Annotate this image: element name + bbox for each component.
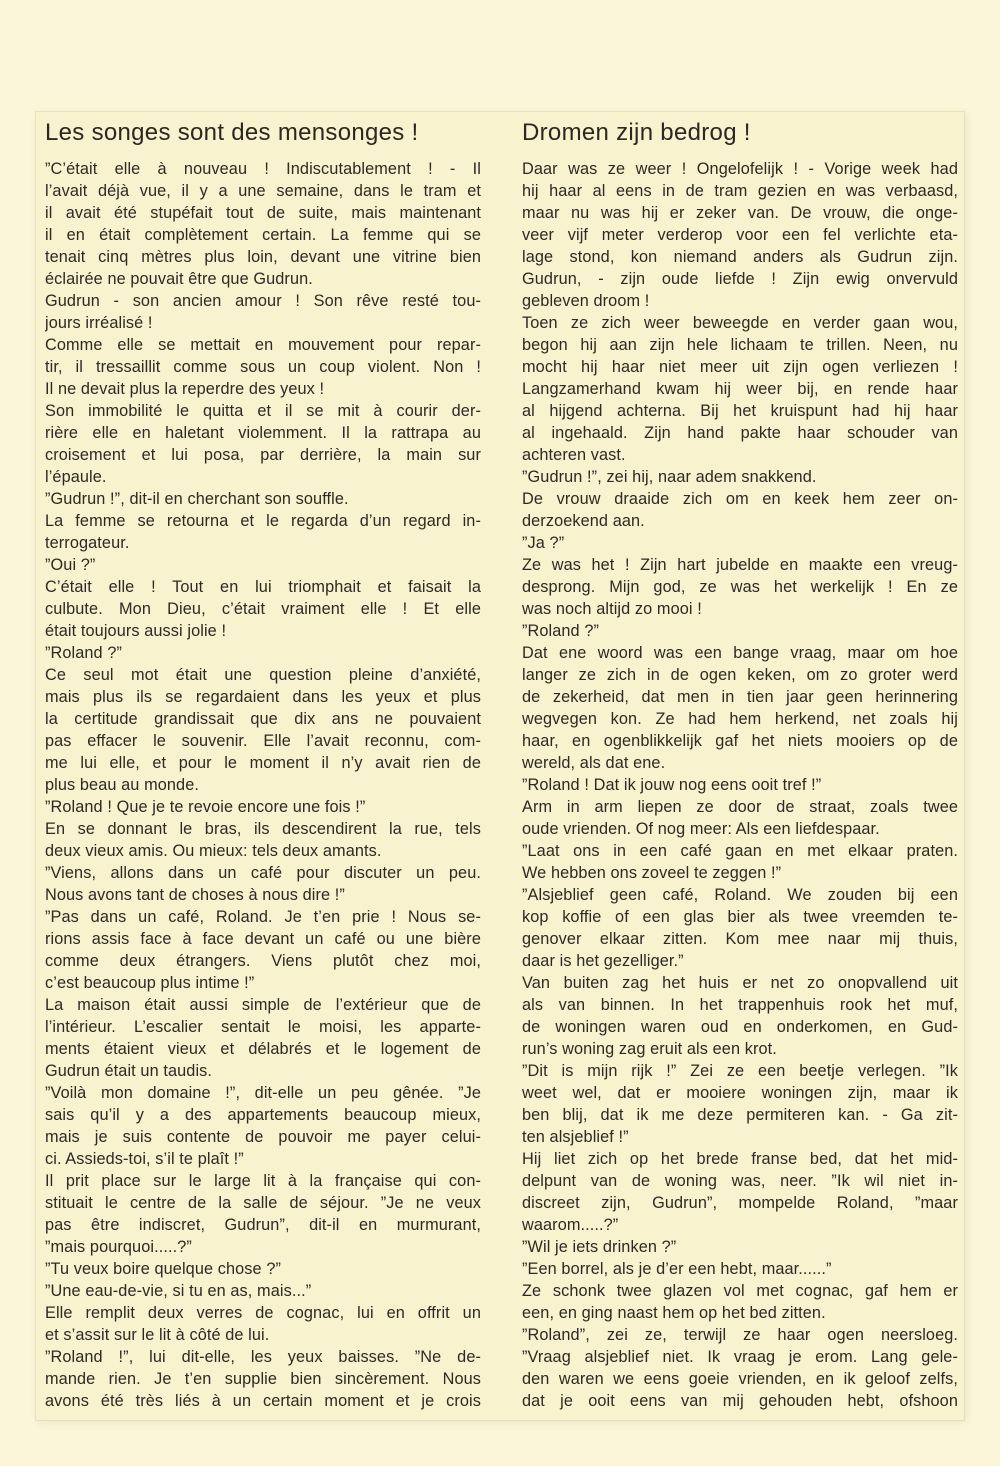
text-line: maar nu was hij er zeker van. De vrouw, die onge- xyxy=(522,204,958,222)
text-line: ”Une eau-de-vie, si tu en as, mais...” xyxy=(45,1282,312,1300)
text-line: pas être indiscret, Gudrun”, dit-il en murmurant, xyxy=(45,1216,481,1234)
text-line: ments étaient vieux et délabrés et le logement de xyxy=(45,1040,481,1058)
text-line: la certitude grandissait que dix ans ne pouvaient xyxy=(45,710,481,728)
text-line: ”Pas dans un café, Roland. Je t’en prie ! Nous se- xyxy=(45,908,481,926)
text-line: Arm in arm liepen ze door de straat, zoals twee xyxy=(522,798,958,816)
text-line: veer vijf meter verderop voor een fel verlichte eta- xyxy=(522,226,958,244)
text-line: ”Roland ?” xyxy=(522,622,600,640)
text-line: l’avait déjà vue, il y a une semaine, dans le tram et xyxy=(45,182,481,200)
text-line: Hij liet zich op het brede franse bed, dat het mid- xyxy=(522,1150,958,1168)
text-line: C’était elle ! Tout en lui triomphait et faisait la xyxy=(45,578,481,596)
column-dutch xyxy=(522,117,958,1420)
text-line: Comme elle se mettait en mouvement pour repar- xyxy=(45,336,481,354)
text-line: We hebben ons zoveel te zeggen !” xyxy=(522,864,782,882)
text-line: jours irréalisé ! xyxy=(45,314,153,332)
text-line: wegvegen kon. Ze had hem herkend, net zoals hij xyxy=(522,710,958,728)
article-body-french xyxy=(45,158,481,1412)
article-title-french: Les songes sont des mensonges ! xyxy=(45,119,419,146)
text-line: ”Roland ! Que je te revoie encore une fois !” xyxy=(45,798,366,816)
text-line: l’intérieur. L’escalier sentait le moisi, les apparte- xyxy=(45,1018,481,1036)
text-line: Ze schonk twee glazen vol met cognac, gaf hem er xyxy=(522,1282,958,1300)
text-line: achteren vast. xyxy=(522,446,626,464)
text-line: comme deux étrangers. Viens plutôt chez moi, xyxy=(45,952,481,970)
text-line: ”Oui ?” xyxy=(45,556,96,574)
text-line: La maison était aussi simple de l’extérieur que de xyxy=(45,996,481,1014)
text-line: Toen ze zich weer beweegde en verder gaan wou, xyxy=(522,314,958,332)
text-line: me lui elle, et pour le moment il n’y avait rien de xyxy=(45,754,481,772)
text-line: ”Voilà mon domaine !”, dit-elle un peu gênée. ”Je xyxy=(45,1084,481,1102)
text-line: als van binnen. In het trappenhuis rook het muf, xyxy=(522,996,958,1014)
text-line: Van buiten zag het huis er net zo onopvallend uit xyxy=(522,974,958,992)
text-line: ”Roland ?” xyxy=(45,644,123,662)
text-line: rions assis face à face devant un café ou une bière xyxy=(45,930,481,948)
text-line: ”Een borrel, als je d’er een hebt, maar......” xyxy=(522,1260,832,1278)
text-line: stituait le centre de la salle de séjour. ”Je ne veux xyxy=(45,1194,481,1212)
text-line: ci. Assieds-toi, s’il te plaît !” xyxy=(45,1150,244,1168)
text-line: mais plus ils se regardaient dans les yeux et plus xyxy=(45,688,481,706)
text-line: Il prit place sur le large lit à la française qui con- xyxy=(45,1172,481,1190)
text-line: ”Roland”, zei ze, terwijl ze haar ogen neersloeg. xyxy=(522,1326,958,1344)
text-line: waarom.....?” xyxy=(522,1216,619,1234)
text-line: mande rien. Je t’en supplie bien sincèrement. Nous xyxy=(45,1370,481,1388)
text-line: éclairée ne pouvait être que Gudrun. xyxy=(45,270,313,288)
text-line: desprong. Mijn god, ze was het werkelijk ! En ze xyxy=(522,578,958,596)
text-line: Daar was ze weer ! Ongelofelijk ! - Vorige week had xyxy=(522,160,958,178)
text-line: l’épaule. xyxy=(45,468,107,486)
text-line: begon hij aan zijn hele lichaam te trillen. Neen, nu xyxy=(522,336,958,354)
text-line: plus beau au monde. xyxy=(45,776,199,794)
text-line: Son immobilité le quitta et il se mit à courir der- xyxy=(45,402,481,420)
text-line: ”Tu veux boire quelque chose ?” xyxy=(45,1260,281,1278)
text-line: weet wel, dat er mooiere woningen zijn, maar ik xyxy=(522,1084,958,1102)
text-line: était toujours aussi jolie ! xyxy=(45,622,227,640)
text-line: De vrouw draaide zich om en keek hem zeer on- xyxy=(522,490,958,508)
text-line: kop koffie of een glas bier als twee vreemden te- xyxy=(522,908,958,926)
text-line: culbute. Mon Dieu, c’était vraiment elle ! Et elle xyxy=(45,600,481,618)
text-line: Ce seul mot était une question pleine d’anxiété, xyxy=(45,666,481,684)
text-line: Langzamerhand kwam hij weer bij, en rende haar xyxy=(522,380,958,398)
text-line: sais qu’il y a des appartements beaucoup mieux, xyxy=(45,1106,481,1124)
story-spread xyxy=(36,112,964,1420)
text-line: een, en ging naast hem op het bed zitten. xyxy=(522,1304,826,1322)
text-line: de woningen waren oud en onderkomen, en Gud- xyxy=(522,1018,958,1036)
text-line: rière elle en haletant violemment. Il la rattrapa au xyxy=(45,424,481,442)
text-line: La femme se retourna et le regarda d’un regard in- xyxy=(45,512,481,530)
text-line: ”Wil je iets drinken ?” xyxy=(522,1238,677,1256)
text-line: ”Viens, allons dans un café pour discuter un peu. xyxy=(45,864,481,882)
text-line: dat je ooit eens van mij gehouden hebt, ofshoon xyxy=(522,1392,958,1410)
text-line: daar is het gezelliger.” xyxy=(522,952,684,970)
text-line: Dat ene woord was een bange vraag, maar om hoe xyxy=(522,644,958,662)
text-line: deux vieux amis. Ou mieux: tels deux amants. xyxy=(45,842,382,860)
text-line: derzoekend aan. xyxy=(522,512,645,530)
text-line: Gudrun, - zijn oude liefde ! Zijn ewig onvervuld xyxy=(522,270,958,288)
text-line: ”Alsjeblief geen café, Roland. We zouden bij een xyxy=(522,886,958,904)
text-line: ben blij, dat ik me deze permiteren kan. - Ga zit- xyxy=(522,1106,958,1124)
text-line: c’est beaucoup plus intime !” xyxy=(45,974,255,992)
article-title-dutch: Dromen zijn bedrog ! xyxy=(522,119,751,146)
text-line: Ze was het ! Zijn hart jubelde en maakte een vreug- xyxy=(522,556,958,574)
text-line: gebleven droom ! xyxy=(522,292,650,310)
text-line: ”C’était elle à nouveau ! Indiscutablement ! - Il xyxy=(45,160,481,178)
article-body-dutch xyxy=(522,158,958,1412)
text-line: al ingehaald. Zijn hand pakte haar schouder van xyxy=(522,424,958,442)
text-line: Il ne devait plus la reperdre des yeux ! xyxy=(45,380,325,398)
text-line: genover elkaar zitten. Kom mee naar mij thuis, xyxy=(522,930,958,948)
text-line: Nous avons tant de choses à nous dire !” xyxy=(45,886,345,904)
text-line: mocht hij haar niet meer uit zijn ogen verliezen ! xyxy=(522,358,958,376)
text-line: delpunt van de woning was, neer. ”Ik wil niet in- xyxy=(522,1172,958,1190)
text-line: pas effacer le souvenir. Elle l’avait reconnu, com- xyxy=(45,732,481,750)
text-line: ”Dit is mijn rijk !” Zei ze een beetje verlegen. ”Ik xyxy=(522,1062,958,1080)
text-line: langer ze zich in de ogen keken, om zo groter werd xyxy=(522,666,958,684)
text-line: ”Vraag alsjeblief niet. Ik vraag je erom. Lang gele- xyxy=(522,1348,958,1366)
text-line: mais je suis contente de pouvoir me payer celui- xyxy=(45,1128,481,1146)
text-line: lage stond, kon niemand anders als Gudrun zijn. xyxy=(522,248,958,266)
text-line: ten alsjeblief !” xyxy=(522,1128,629,1146)
text-line: was noch altijd zo mooi ! xyxy=(522,600,702,618)
text-line: Elle remplit deux verres de cognac, lui en offrit un xyxy=(45,1304,481,1322)
text-line: il avait été stupéfait tout de suite, mais maintenant xyxy=(45,204,481,222)
column-french xyxy=(45,117,481,1420)
text-line: tir, il tressaillit comme sous un coup violent. Non ! xyxy=(45,358,481,376)
text-line: ”Laat ons in een café gaan en met elkaar praten. xyxy=(522,842,958,860)
text-line: wereld, als dat ene. xyxy=(522,754,666,772)
text-line: oude vrienden. Of nog meer: Als een liefdespaar. xyxy=(522,820,880,838)
text-line: tenait cinq mètres plus loin, devant une vitrine bien xyxy=(45,248,481,266)
text-line: En se donnant le bras, ils descendirent la rue, tels xyxy=(45,820,481,838)
text-line: terrogateur. xyxy=(45,534,130,552)
text-line: et s’assit sur le lit à côté de lui. xyxy=(45,1326,270,1344)
text-line: de zekerheid, dat men in tien jaar geen herinnering xyxy=(522,688,958,706)
text-line: hij haar al eens in de tram gezien en was verbaasd, xyxy=(522,182,958,200)
text-line: ”Ja ?” xyxy=(522,534,565,552)
text-line: al hijgend achterna. Bij het kruispunt had hij haar xyxy=(522,402,958,420)
text-line: haar, en ogenblikkelijk gaf het niets mooiers op de xyxy=(522,732,958,750)
text-line: ”Roland !”, lui dit-elle, les yeux baisses. ”Ne de- xyxy=(45,1348,481,1366)
text-line: Gudrun était un taudis. xyxy=(45,1062,213,1080)
text-line: croisement et lui posa, par derrière, la main sur xyxy=(45,446,481,464)
text-line: discreet zijn, Gudrun”, mompelde Roland, ”maar xyxy=(522,1194,958,1212)
text-line: den waren we eens goeie vrienden, en ik geloof zelfs, xyxy=(522,1370,958,1388)
text-line: ”Gudrun !”, zei hij, naar adem snakkend. xyxy=(522,468,817,486)
text-line: run’s woning zag eruit als een krot. xyxy=(522,1040,777,1058)
text-line: ”mais pourquoi.....?” xyxy=(45,1238,192,1256)
text-line: ”Roland ! Dat ik jouw nog eens ooit tref !” xyxy=(522,776,822,794)
text-line: il en était complètement certain. La femme qui se xyxy=(45,226,481,244)
text-line: ”Gudrun !”, dit-il en cherchant son souffle. xyxy=(45,490,349,508)
text-line: Gudrun - son ancien amour ! Son rêve resté tou- xyxy=(45,292,481,310)
text-line: avons été très liés à un certain moment et je crois xyxy=(45,1392,481,1410)
